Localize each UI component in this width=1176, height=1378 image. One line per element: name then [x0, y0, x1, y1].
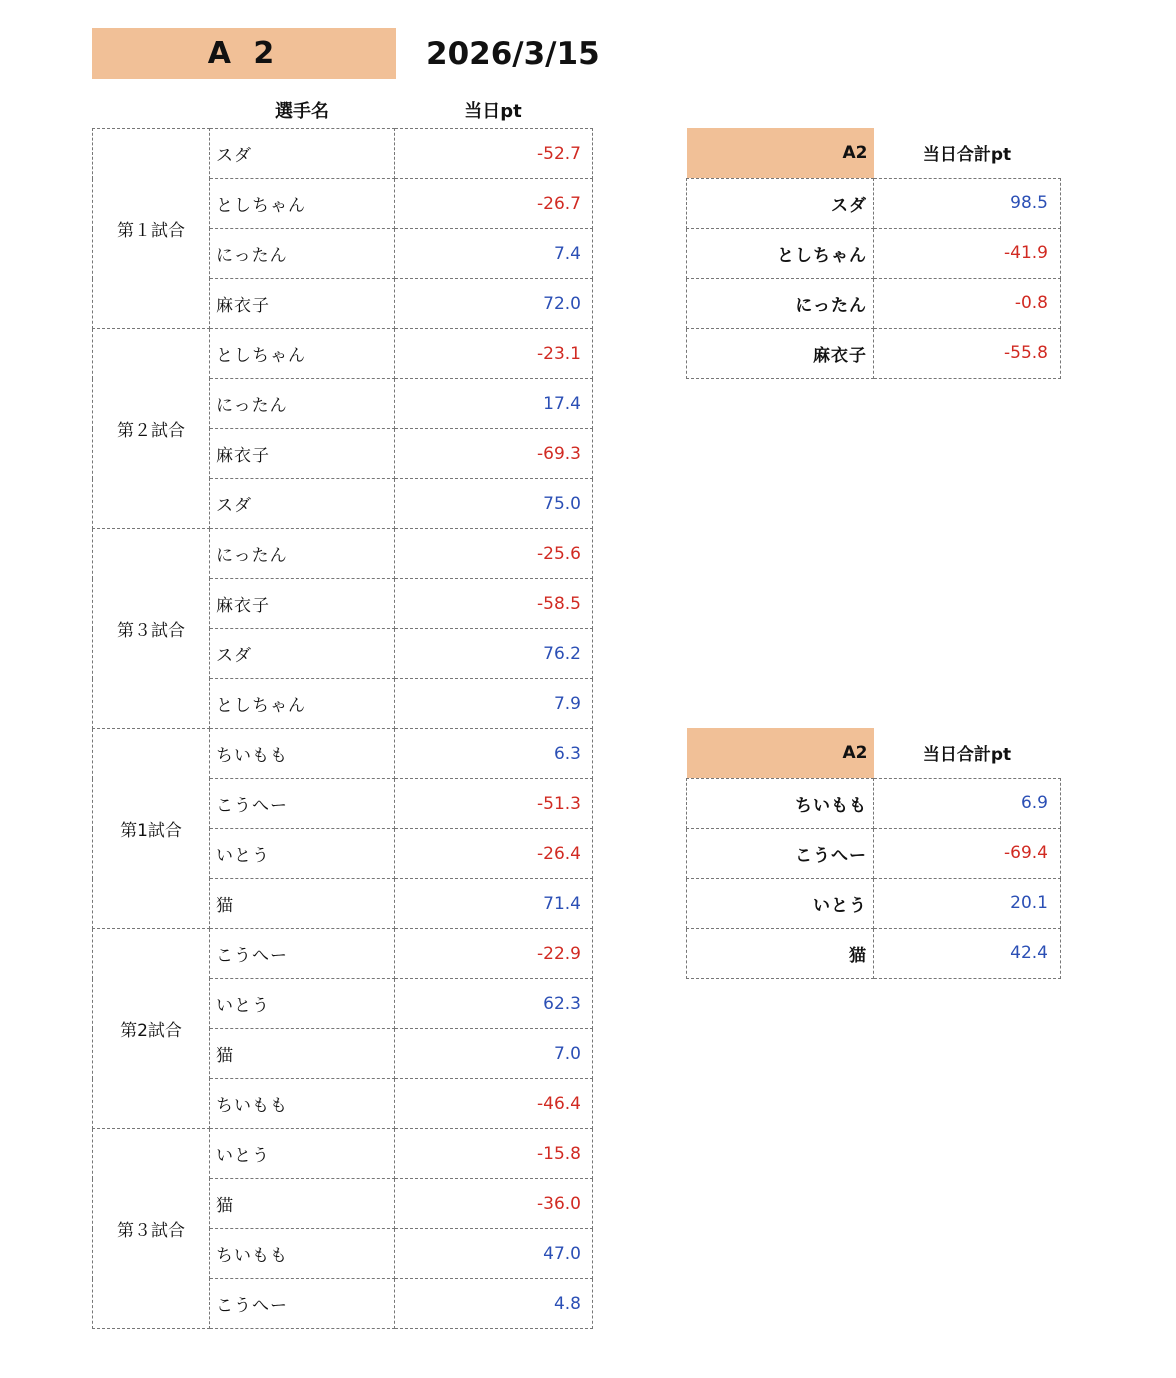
game-results-table [92, 128, 593, 1329]
table-row [93, 729, 593, 779]
player-name: としちゃん [210, 329, 395, 379]
summary-row [687, 228, 1061, 278]
summary-row [687, 278, 1061, 328]
player-name: 猫 [210, 879, 395, 929]
player-points: -22.9 [395, 929, 593, 979]
table-row [93, 129, 593, 179]
summary-row [687, 778, 1061, 828]
player-name: 麻衣子 [210, 279, 395, 329]
summary-player-name: にったん [687, 278, 874, 328]
summary-total-points: 42.4 [874, 928, 1061, 978]
player-points: 17.4 [395, 379, 593, 429]
summary-total-label: 当日合計pt [922, 145, 1012, 166]
player-name: 麻衣子 [210, 429, 395, 479]
summary-table-2 [686, 728, 1061, 979]
player-name: にったん [210, 229, 395, 279]
table-row [93, 529, 593, 579]
game-label: 第２試合 [93, 329, 210, 529]
player-name: としちゃん [210, 679, 395, 729]
player-name: ちいもも [210, 1079, 395, 1129]
summary-player-name: スダ [687, 178, 874, 228]
player-points: -15.8 [395, 1129, 593, 1179]
player-points: -46.4 [395, 1079, 593, 1129]
player-points: 75.0 [395, 479, 593, 529]
summary-player-name: ちいもも [687, 778, 874, 828]
summary-player-name: としちゃん [687, 228, 874, 278]
summary-total-points: 20.1 [874, 878, 1061, 928]
player-name: こうへー [210, 779, 395, 829]
player-points: 6.3 [395, 729, 593, 779]
summary-row [687, 928, 1061, 978]
player-name: スダ [210, 629, 395, 679]
summary-total-points: -41.9 [874, 228, 1061, 278]
player-name: いとう [210, 1129, 395, 1179]
player-name: にったん [210, 379, 395, 429]
game-label: 第2試合 [93, 929, 210, 1129]
player-name: ちいもも [210, 1229, 395, 1279]
date-label: 2026/3/15 [426, 36, 600, 72]
player-points: 7.9 [395, 679, 593, 729]
game-label: 第３試合 [93, 529, 210, 729]
table-row [93, 929, 593, 979]
points-column-header: 当日pt [464, 101, 522, 122]
player-name: にったん [210, 529, 395, 579]
table-row [93, 1129, 593, 1179]
game-label: 第1試合 [93, 729, 210, 929]
summary-table-1 [686, 128, 1061, 379]
player-name: いとう [210, 829, 395, 879]
summary-player-name: 麻衣子 [687, 328, 874, 378]
summary-row [687, 328, 1061, 378]
summary-total-points: 6.9 [874, 778, 1061, 828]
summary-player-name: いとう [687, 878, 874, 928]
summary-total-points: -55.8 [874, 328, 1061, 378]
game-label: 第１試合 [93, 129, 210, 329]
summary-total-points: -0.8 [874, 278, 1061, 328]
player-name: スダ [210, 129, 395, 179]
summary-row [687, 178, 1061, 228]
player-points: 4.8 [395, 1279, 593, 1329]
player-name: こうへー [210, 1279, 395, 1329]
player-points: -23.1 [395, 329, 593, 379]
player-points: 72.0 [395, 279, 593, 329]
player-name: 麻衣子 [210, 579, 395, 629]
player-name: 猫 [210, 1179, 395, 1229]
player-points: 47.0 [395, 1229, 593, 1279]
summary-player-name: こうへー [687, 828, 874, 878]
player-points: -52.7 [395, 129, 593, 179]
summary-total-label: 当日合計pt [922, 745, 1012, 766]
player-points: 76.2 [395, 629, 593, 679]
player-column-header: 選手名 [275, 101, 329, 122]
summary-total-points: 98.5 [874, 178, 1061, 228]
player-points: -25.6 [395, 529, 593, 579]
league-title [92, 28, 396, 79]
player-name: 猫 [210, 1029, 395, 1079]
player-points: 7.4 [395, 229, 593, 279]
player-points: -26.4 [395, 829, 593, 879]
player-points: -51.3 [395, 779, 593, 829]
table-row [93, 329, 593, 379]
player-points: -58.5 [395, 579, 593, 629]
summary-league-label: A2 [687, 728, 874, 778]
player-name: ちいもも [210, 729, 395, 779]
game-label: 第３試合 [93, 1129, 210, 1329]
player-points: 71.4 [395, 879, 593, 929]
player-points: 7.0 [395, 1029, 593, 1079]
summary-player-name: 猫 [687, 928, 874, 978]
summary-row [687, 828, 1061, 878]
summary-league-label: A2 [687, 128, 874, 178]
player-points: -26.7 [395, 179, 593, 229]
player-points: -36.0 [395, 1179, 593, 1229]
player-name: スダ [210, 479, 395, 529]
summary-row [687, 878, 1061, 928]
player-name: いとう [210, 979, 395, 1029]
player-name: としちゃん [210, 179, 395, 229]
summary-total-points: -69.4 [874, 828, 1061, 878]
league-title-text: A 2 [207, 36, 281, 71]
player-points: 62.3 [395, 979, 593, 1029]
player-points: -69.3 [395, 429, 593, 479]
player-name: こうへー [210, 929, 395, 979]
